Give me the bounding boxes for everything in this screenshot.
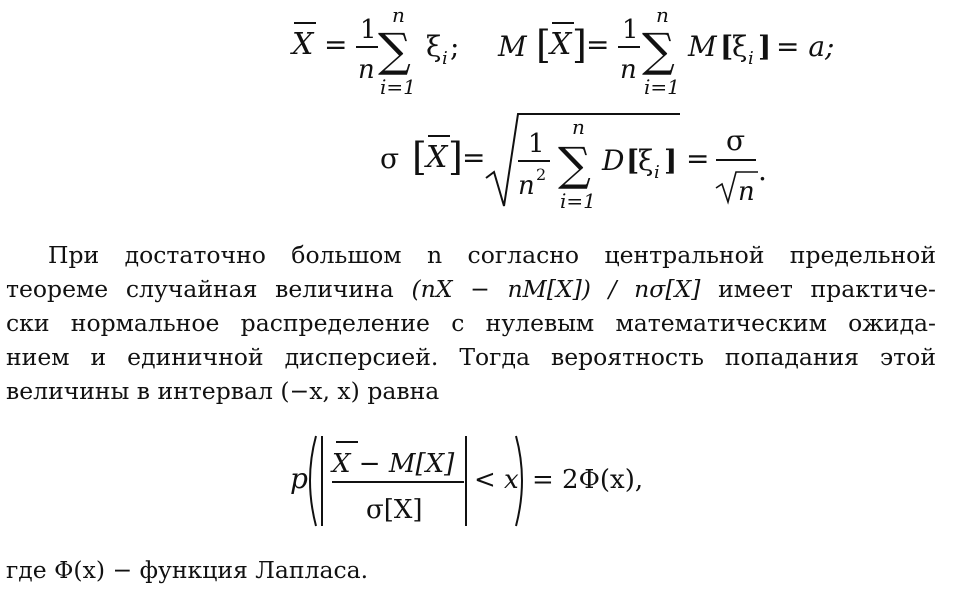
denominator: σ[X] xyxy=(366,495,423,525)
xbar-symbol: X xyxy=(292,27,314,62)
m-symbol-2: M xyxy=(688,30,717,63)
xi-symbol: ξ xyxy=(426,30,442,63)
paragraph-line-4: нием и единичной дисперсией. Тогда вероятность попадания этой xyxy=(6,343,936,371)
fraction-numerator-2: 1 xyxy=(622,15,639,45)
ratio-expression: (nX − nM[X]) / nσ[X] xyxy=(411,275,701,303)
formula-std-dev xyxy=(380,110,800,215)
xbar-symbol: X xyxy=(426,140,448,175)
right-bracket: ] xyxy=(572,23,587,67)
formula-sample-mean xyxy=(280,0,860,105)
equals-a: = a; xyxy=(776,30,835,63)
xi-symbol: ξ xyxy=(638,144,654,177)
xbar-symbol-2: X xyxy=(550,27,572,62)
sum-symbol: ∑ xyxy=(378,23,411,77)
equals: = xyxy=(462,141,486,174)
right-bracket-2: ] xyxy=(758,30,772,63)
result-denominator: n xyxy=(738,177,755,207)
sum-symbol-2: ∑ xyxy=(642,23,675,77)
d-symbol: D xyxy=(602,144,625,177)
sigma-symbol: σ xyxy=(380,142,400,175)
period: . xyxy=(758,154,767,187)
sum-lower-2: i=1 xyxy=(644,75,680,99)
sum-symbol: ∑ xyxy=(558,137,591,191)
equals-2: = xyxy=(586,28,610,61)
equals-2: = xyxy=(686,142,710,175)
paragraph-line-2 xyxy=(6,272,936,306)
xi-subscript-2: i xyxy=(748,48,754,69)
n-squared: n xyxy=(518,171,535,201)
equals: = xyxy=(324,28,348,61)
result-numerator: σ xyxy=(726,124,746,157)
xi-subscript: i xyxy=(654,162,660,183)
paragraph-line-5: величины в интервал (−x, x) равна xyxy=(6,377,440,405)
right-bracket: ] xyxy=(448,135,463,179)
rhs: = 2Φ(x), xyxy=(532,465,644,495)
fraction-numerator: 1 xyxy=(528,129,545,159)
sum-upper: n xyxy=(392,3,405,27)
sum-upper: n xyxy=(572,115,585,139)
line2-start: теореме случайная величина xyxy=(6,275,394,303)
sum-lower: i=1 xyxy=(380,75,416,99)
fraction-denominator-2: n xyxy=(620,55,637,85)
footer-text: где Φ(x) − функция Лапласа. xyxy=(6,556,369,584)
sum-lower: i=1 xyxy=(560,189,596,213)
paragraph-line-1: При достаточно большом n согласно центральной предельной xyxy=(48,241,936,269)
fraction-denominator: n xyxy=(358,55,375,85)
xi-subscript: i xyxy=(442,48,448,69)
line2-end: имеет практиче- xyxy=(718,275,936,303)
body-paragraph xyxy=(6,238,936,408)
left-bracket-2: [ xyxy=(626,144,640,177)
m-symbol: M xyxy=(498,30,527,63)
separator: ; xyxy=(450,30,460,63)
left-bracket-2: [ xyxy=(720,30,734,63)
p-symbol: p xyxy=(290,462,308,495)
numerator: X − M[X] xyxy=(332,449,455,479)
left-bracket: [ xyxy=(412,135,427,179)
xi-symbol-2: ξ xyxy=(732,30,748,63)
less-than-x: < x xyxy=(474,465,519,495)
sum-upper-2: n xyxy=(656,3,669,27)
fraction-numerator: 1 xyxy=(360,15,377,45)
left-bracket: [ xyxy=(536,23,551,67)
exponent: 2 xyxy=(536,165,547,184)
formula-probability xyxy=(288,430,668,535)
right-bracket-2: ] xyxy=(664,144,678,177)
paragraph-line-3: ски нормальное распределение с нулевым математическим ожида- xyxy=(6,309,936,337)
